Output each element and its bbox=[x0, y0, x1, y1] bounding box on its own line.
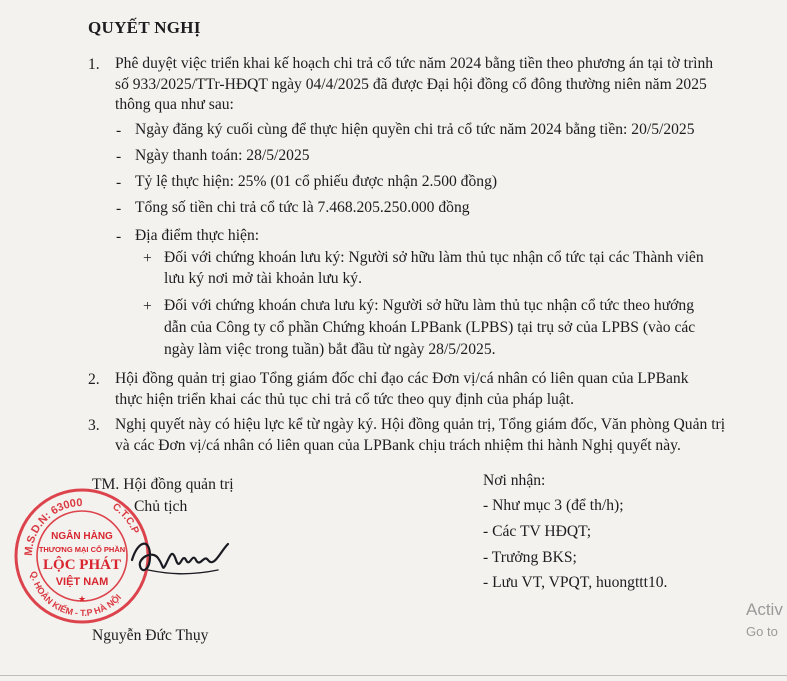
bullet-location: Địa điểm thực hiện: bbox=[135, 227, 260, 244]
bullet-total-amount: Tổng số tiền chi trả cổ tức là 7.468.205.250.000 đồng bbox=[135, 199, 470, 216]
seal-line-4: VIỆT NAM bbox=[55, 576, 109, 588]
bullet-symbol: - bbox=[116, 228, 122, 245]
bullet-symbol: - bbox=[116, 148, 122, 165]
sub-bullet-2-line-2: dẫn của Công ty cổ phần Chứng khoán LPBank (LPBS) tại trụ sở của LPBS (vào các bbox=[164, 319, 696, 336]
seal-right-text: C.T.C.P bbox=[110, 501, 141, 536]
bullet-ratio: Tỷ lệ thực hiện: 25% (01 cổ phiếu được nhận 2.500 đồng) bbox=[135, 173, 498, 190]
item-1-line-2: số 933/2025/TTr-HĐQT ngày 04/4/2025 đã được Đại hội đồng cổ đông thường niên năm 2025 bbox=[115, 76, 707, 93]
sub-bullet-2-line-3: ngày làm việc trong tuần) bắt đầu từ ngày 28/5/2025. bbox=[164, 341, 496, 358]
recipient-item: - Trưởng BKS; bbox=[483, 549, 577, 566]
bullet-symbol: - bbox=[116, 122, 122, 139]
activation-watermark-line-2: Go to bbox=[746, 624, 778, 639]
item-1-number: 1. bbox=[88, 56, 100, 73]
seal-line-1: NGÂN HÀNG bbox=[51, 531, 113, 542]
signature-on-behalf: TM. Hội đồng quản trị bbox=[92, 476, 234, 493]
seal-line-3: LỘC PHÁT bbox=[43, 557, 121, 573]
item-2-line-1: Hội đồng quản trị giao Tổng giám đốc chỉ đạo các Đơn vị/cá nhân có liên quan của LPBank bbox=[115, 370, 689, 387]
handwritten-signature-icon bbox=[128, 530, 233, 582]
document-heading: QUYẾT NGHỊ bbox=[88, 18, 201, 37]
item-3-line-1: Nghị quyết này có hiệu lực kể từ ngày ký. Hội đồng quản trị, Tổng giám đốc, Văn phòng Quản trị bbox=[115, 416, 726, 433]
signer-name: Nguyễn Đức Thụy bbox=[92, 627, 209, 644]
item-3-number: 3. bbox=[88, 417, 100, 434]
bullet-payment-date: Ngày thanh toán: 28/5/2025 bbox=[135, 147, 310, 164]
bullet-record-date: Ngày đăng ký cuối cùng để thực hiện quyền chi trả cổ tức năm 2024 bằng tiền: 20/5/2025 bbox=[135, 121, 695, 138]
seal-bottom-text: Q. HOÀN KIẾM - T.P HÀ NỘI bbox=[28, 570, 124, 619]
recipients-title: Nơi nhận: bbox=[483, 472, 546, 489]
sub-bullet-1-line-2: lưu ký nơi mở tài khoản lưu ký. bbox=[164, 270, 362, 287]
recipient-item: - Các TV HĐQT; bbox=[483, 523, 592, 540]
activation-watermark-line-1: Activ bbox=[746, 600, 783, 619]
sub-bullet-symbol: + bbox=[143, 250, 152, 267]
seal-line-2: THƯƠNG MẠI CỔ PHẦN bbox=[38, 545, 126, 554]
recipient-item: - Lưu VT, VPQT, huongttt10. bbox=[483, 574, 668, 591]
bullet-symbol: - bbox=[116, 174, 122, 191]
item-2-line-2: thực hiện triển khai các thủ tục chi trả cổ tức theo quy định của pháp luật. bbox=[115, 391, 575, 408]
item-1-line-1: Phê duyệt việc triển khai kế hoạch chi trả cổ tức năm 2024 bằng tiền theo phương án tại tờ trình bbox=[115, 55, 714, 72]
item-1-line-3: thông qua như sau: bbox=[115, 96, 234, 113]
item-3-line-2: và các Đơn vị/cá nhân có liên quan của LPBank chịu trách nhiệm thi hành Nghị quyết này. bbox=[115, 437, 681, 454]
item-2-number: 2. bbox=[88, 371, 100, 388]
seal-ring-text: M.S.D.N: 63000 bbox=[22, 496, 83, 557]
sub-bullet-2-line-1: Đối với chứng khoán chưa lưu ký: Người sở hữu làm thủ tục nhận cổ tức theo hướng bbox=[164, 297, 694, 314]
sub-bullet-1-line-1: Đối với chứng khoán lưu ký: Người sở hữu làm thủ tục nhận cổ tức tại các Thành viên bbox=[164, 249, 704, 266]
bullet-symbol: - bbox=[116, 200, 122, 217]
page-bottom-edge bbox=[0, 675, 787, 676]
seal-star-icon: ★ bbox=[77, 594, 87, 604]
signature-role: Chủ tịch bbox=[134, 498, 188, 515]
sub-bullet-symbol: + bbox=[143, 298, 152, 315]
recipient-item: - Như mục 3 (để th/h); bbox=[483, 497, 624, 514]
